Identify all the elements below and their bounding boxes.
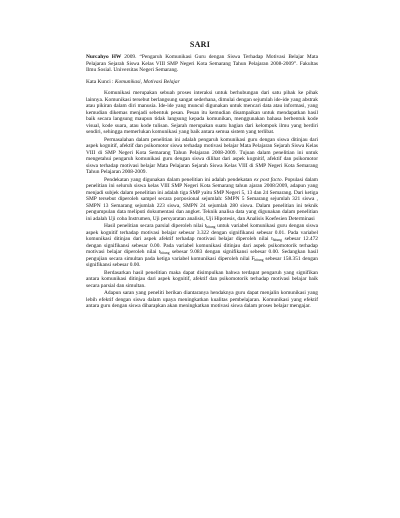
citation bbox=[86, 54, 318, 74]
keywords-label: Kata Kunci : bbox=[86, 78, 115, 85]
citation-author: Nurcahyo HW bbox=[86, 54, 122, 60]
subscript-hitung-1: hitung bbox=[206, 225, 216, 229]
keywords-value: Komunikasi, Motivasi Belajar bbox=[114, 78, 180, 85]
paragraph-4-text-1: Hasil penelitian secara parsial diperoleh nilai t bbox=[104, 223, 207, 229]
subscript-hitung-2: hitung bbox=[272, 238, 282, 242]
paragraph-1: Komunikasi merupakan sebuah proses interaksi untuk berhubungan dari satu pihak ke pihak lainnya. Komunikasi tersebut berlangsung sangat sederhana, dimulai dengan sejumlah ide-ide yang abstrak atau pikiran dalam diri manusia. Ide-ide yang muncul digunakan untuk mencari data atau informasi, yang kemudian dikemas menjadi sebentuk pesan. Pesan itu kemudian disampaikan untuk mendapatkan hasil baik secara langsung maupun tidak langsung kepada komunikan, menggunakan bahasa berbentuk kode visual, kode suara, atau kode tulisan. Sejarah merupakan suatu bagian dari kelompok ilmu yang berdiri sendiri, sehingga memerlukan komunikasi yang baik antara semua sistem yang terlibat. bbox=[86, 90, 318, 135]
paragraph-4 bbox=[86, 223, 318, 269]
paragraph-3-text-b: . Populasi dalam penelitian ini seluruh siswa kelas VIII SMP Negeri Kota Semarang tahun ajaran 2008/2009, adapun yang menjadi subjek dalam penelitian ini adalah tiga SMP yaitu SMP Negeri 5, 13 dan 24 Semarang. Dari ketiga SMP tersebut diperoleh sampel secara porposional sejumlah: SMPN 5 Semarang sejumlah 321 siswa , SMPN 13 Semarang sejumlah 223 siswa, SMPN 24 sejumlah 280 siswa. Dalam penelitian ini teknik pengumpulan data meliputi dokumentasi dan angket. Teknik analisa data yang digunakan dalam penelitian ini adalah Uji coba Instrumen, Uji persyaratan analisis, Uji Hipotesis, dan Analisis Koefesien Determinasi bbox=[86, 176, 318, 222]
citation-text: 2009. “Pengaruh Komunikasi Guru dengan Siswa Terhadap Motivasi Belajar Mata Pelajaran Sejarah Siswa Kelas VIII SMP Negeri Kota Semarang Tahun Pelajaran 2008-2009”. Fakultas Ilmu Sosial. Universitas Negeri Semarang. bbox=[86, 54, 318, 73]
keywords bbox=[86, 79, 318, 86]
abstract-body bbox=[86, 54, 318, 310]
paragraph-3 bbox=[86, 177, 318, 223]
paragraph-4-text-4: sebesar 9.083 dengan signifikansi sebesar 0.00. Sedangkan hasil pengujian secara simultan pada ketiga variabel komunikasi diperoleh nilai F bbox=[86, 249, 318, 262]
paragraph-4-text-2: untuk variabel komunikasi guru dengan siswa aspek kognitif terhadap motivasi belajar sebesar 3.322 dengan signifikansi sebesar 0.01. Pada variabel komunikasi ditinjau dari aspek afektif terhadap motivasi belajar diperoleh nilai t bbox=[86, 223, 318, 242]
paragraph-6: Adapun saran yang peneliti berikan diantaranya hendaknya guru dapat menjalin komunikasi yang lebih efektif dengan siswa dalam upaya meningkatkan kualitas pembelajaran. Komunikasi yang efektif antara guru dengan siswa diharapkan akan meningkatkan motivasi siswa dalam proses belajar mengajar. bbox=[86, 290, 318, 309]
paragraph-3-text-a: Pendekatan yang digunakan dalam penelitian ini adalah pendekatan bbox=[104, 176, 254, 183]
paragraph-3-italic: ex post facto bbox=[253, 176, 282, 183]
subscript-hitung-3: hitung bbox=[160, 251, 170, 255]
paragraph-4-text-3: sebesar 12.472 dengan signifikansi sebesar 0.00. Pada variabel komunikasi ditinjau dari aspek psikomotorik terhadap motivasi belajar diperoleh nilai t bbox=[86, 236, 319, 255]
subscript-hitung-4: hitung bbox=[254, 257, 264, 262]
paragraph-2: Permasalahan dalam penelitian ini adalah pengaruh komunikasi guru dengan siswa ditinjau dari aspek kognitif, afektif dan psikomotor siswa terhadap motivasi belajar Mata Pelajaran Sejarah Siswa Kelas VIII di SMP Negeri Kota Semarang Tahun Pelajaran 2008-2009. Tujuan dalam penelitian ini untuk mengetahui pengaruh komunikasi guru dengan siswa dilihat dari aspek kognitif, afektif dan psikomotor siswa terhadap motivasi belajar Mata Pelajaran Sejarah Siswa Kelas VIII di SMP Negeri Kota Semarang Tahun Pelajaran 2008-2009. bbox=[86, 136, 318, 175]
page-title: SARI bbox=[189, 40, 211, 49]
paragraph-5: Berdasarkan hasil penelitian maka dapat disimpulkan bahwa terdapat pengaruh yang signifikan antara komunikasi ditinjau dari aspek kognitif, afektif dan psikomotorik terhadap motivasi belajar baik secara parsial dan simultan. bbox=[86, 269, 318, 289]
paragraph-4-text-5: sebesar 158.351 dengan signifikansi sebesar 0.00. bbox=[86, 255, 319, 268]
